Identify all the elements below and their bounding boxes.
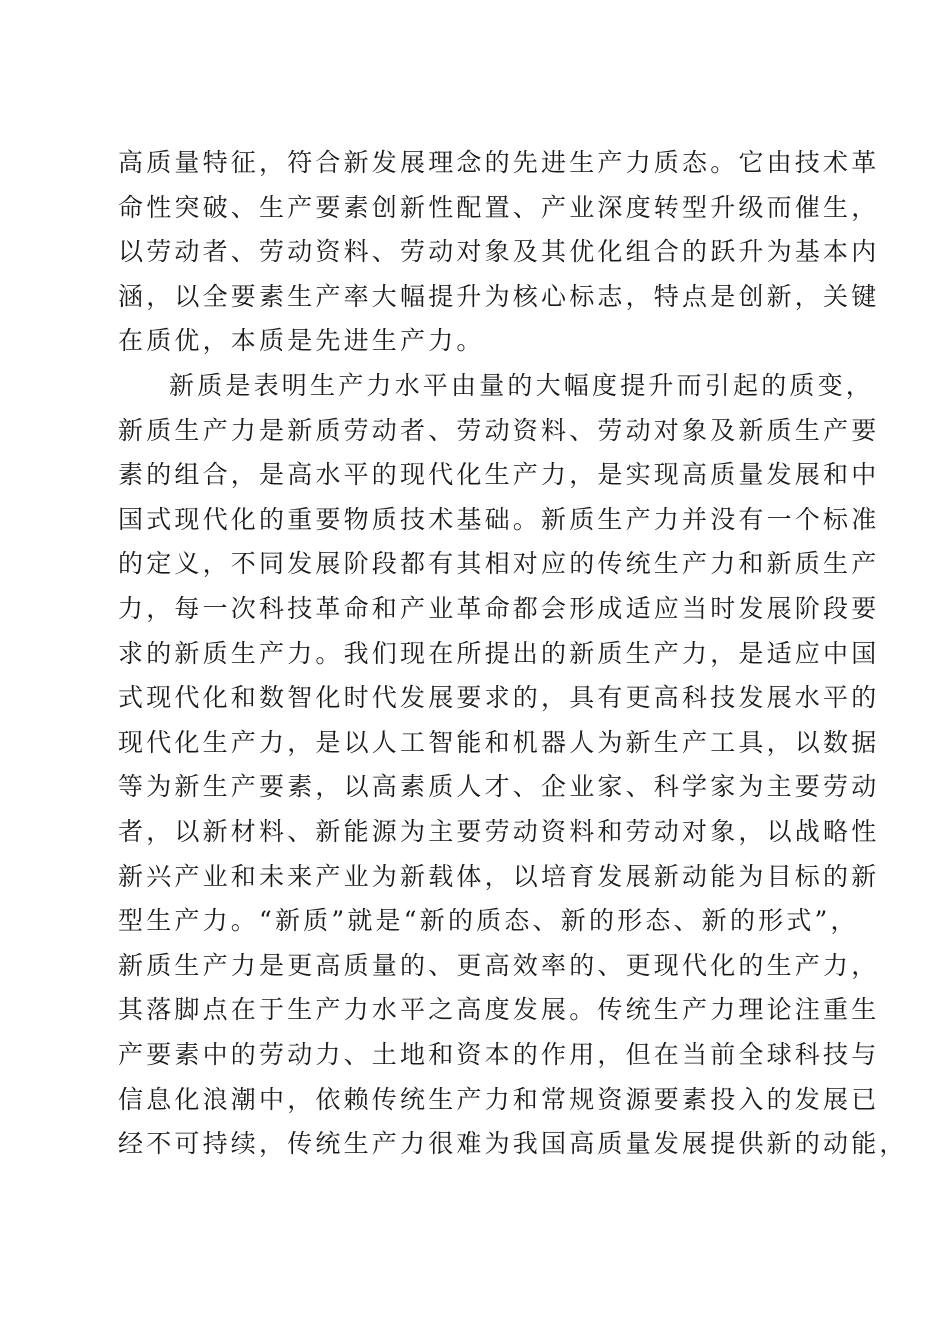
text-line: 新质是表明生产力水平由量的大幅度提升而引起的质变，: [169, 371, 875, 400]
text-line: 新质生产力是更高质量的、更高效率的、更现代化的生产力，: [118, 950, 880, 980]
paragraph-2: [118, 364, 908, 1167]
text-line: 素的组合，是高水平的现代化生产力，是实现高质量发展和中: [118, 460, 880, 490]
text-line: 求的新质生产力。我们现在所提出的新质生产力，是适应中国: [118, 638, 880, 668]
text-line: 高质量特征，符合新发展理念的先进生产力质态。它由技术革: [118, 148, 880, 177]
text-line: 产要素中的劳动力、土地和资本的作用，但在当前全球科技与: [118, 1039, 880, 1069]
text-line: 经不可持续，传统生产力很难为我国高质量发展提供新的动能，: [118, 1129, 908, 1159]
text-line: 力，每一次科技革命和产业革命都会形成适应当时发展阶段要: [118, 593, 880, 623]
text-line: 现代化生产力，是以人工智能和机器人为新生产工具，以数据: [118, 727, 880, 757]
text-line: 型生产力。“新质”就是“新的质态、新的形态、新的形式”，: [118, 906, 859, 936]
text-line: 在质优，本质是先进生产力。: [118, 326, 485, 356]
text-line: 国式现代化的重要物质技术基础。新质生产力并没有一个标准: [118, 504, 880, 534]
text-line: 以劳动者、劳动资料、劳动对象及其优化组合的跃升为基本内: [118, 237, 880, 267]
text-line: 新质生产力是新质劳动者、劳动资料、劳动对象及新质生产要: [118, 415, 880, 445]
text-line: 涵，以全要素生产率大幅提升为核心标志，特点是创新，关键: [118, 281, 880, 311]
text-line: 命性突破、生产要素创新性配置、产业深度转型升级而催生，: [118, 192, 880, 222]
paragraph-1: [118, 141, 880, 364]
text-line: 式现代化和数智化时代发展要求的，具有更高科技发展水平的: [118, 683, 880, 713]
text-line: 其落脚点在于生产力水平之高度发展。传统生产力理论注重生: [118, 995, 880, 1025]
text-line: 信息化浪潮中，依赖传统生产力和常规资源要素投入的发展已: [118, 1084, 880, 1114]
text-line: 的定义，不同发展阶段都有其相对应的传统生产力和新质生产: [118, 549, 880, 579]
text-line: 新兴产业和未来产业为新载体，以培育发展新动能为目标的新: [118, 861, 880, 891]
text-line: 等为新生产要素，以高素质人才、企业家、科学家为主要劳动: [118, 772, 880, 802]
text-line: 者，以新材料、新能源为主要劳动资料和劳动对象，以战略性: [118, 816, 880, 846]
